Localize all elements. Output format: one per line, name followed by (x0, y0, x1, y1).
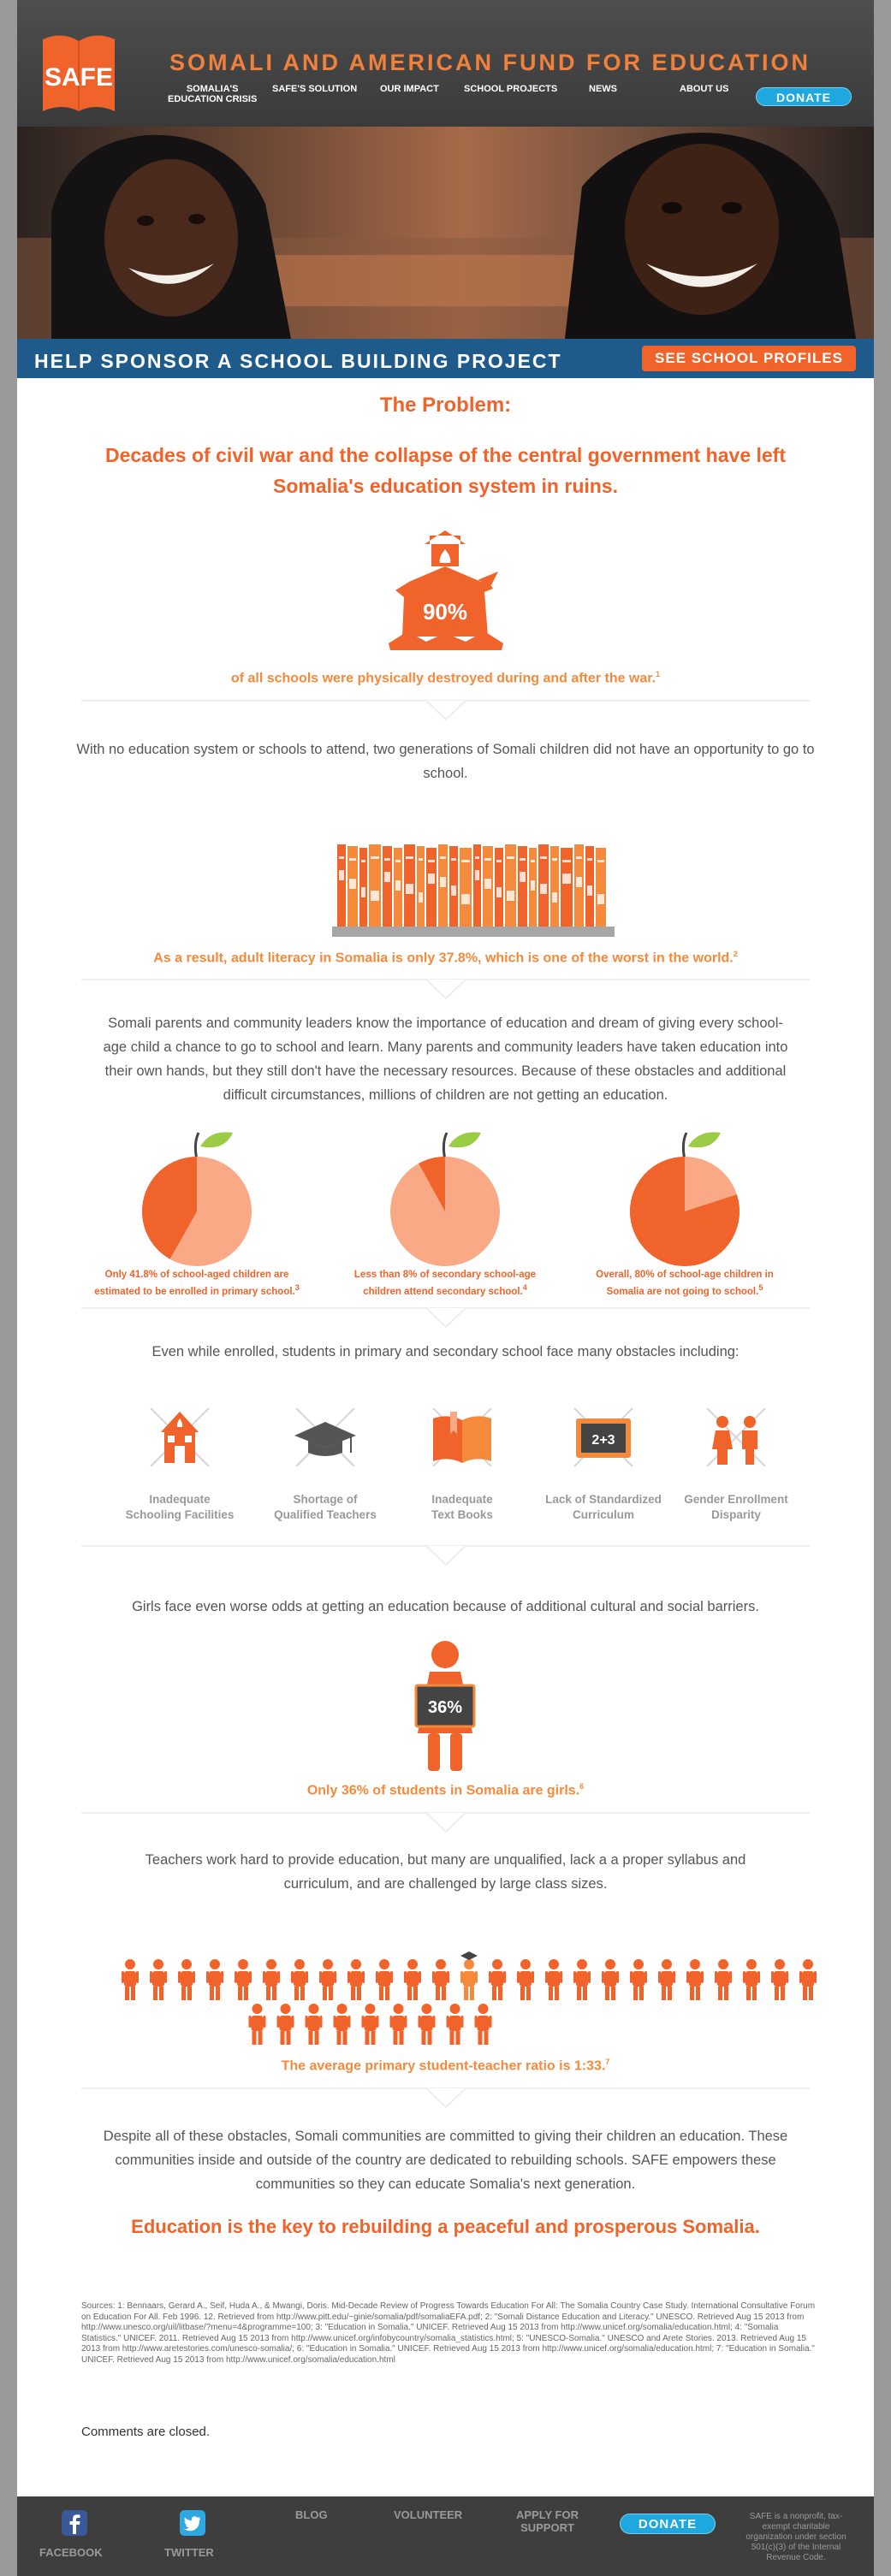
student-figure (249, 2004, 266, 2045)
sponsor-banner (17, 339, 874, 378)
student-figure (545, 1959, 562, 2000)
obstacle-label-textbooks: Inadequate Text Books (431, 1493, 493, 1521)
brand-title: SOMALI AND AMERICAN FUND FOR EDUCATION (169, 50, 811, 75)
student-figure (362, 2004, 379, 2045)
hero-photo-illustration (17, 127, 874, 339)
chevron-down-icon (426, 1546, 466, 1566)
para-community-leaders: Somali parents and community leaders know the importance of education and dream of giving every school-age child a chance to go to school and learn. Many parents and community leaders have taken education into their own hands, but they still don't have the necessary resources. Because of these obstacles and additional difficult circumstances, millions of children are not getting an education. (103, 1016, 788, 1103)
student-figure (291, 1959, 308, 2000)
comments-closed: Comments are closed. (81, 2425, 211, 2439)
stat4-text: The average primary student-teacher ratio is 1:33.$^7$ (281, 2058, 610, 2074)
student-figure (404, 1959, 421, 2000)
student-figure (658, 1959, 675, 2000)
student-figure (419, 2004, 436, 2045)
nav-education-crisis[interactable]: SOMALIA'S EDUCATION CRISIS (168, 84, 258, 104)
student-figure (475, 2004, 492, 2045)
chalkboard-text: 2+3 (591, 1433, 615, 1448)
facebook-link[interactable]: FACEBOOK (39, 2546, 103, 2559)
see-school-profiles-button[interactable]: SEE SCHOOL PROFILES (642, 346, 856, 371)
leaf-icon (200, 1132, 233, 1147)
gender-icon (702, 1403, 770, 1472)
student-figure (277, 2004, 294, 2045)
destroyed-school-icon (377, 529, 514, 666)
para-teachers: Teachers work hard to provide education, but many are unqualified, lack a a proper syllabus and curriculum, and are challenged by large class sizes. (145, 1852, 746, 1892)
student-figure (206, 1959, 223, 2000)
pie-secondary-enrollment (359, 1126, 531, 1271)
girl-with-sign-icon (411, 1639, 479, 1776)
problem-title: The Problem: (379, 394, 512, 417)
footer-donate-button[interactable]: DONATE (620, 2514, 716, 2534)
graduation-cap-icon (291, 1403, 359, 1472)
safe-logo[interactable] (36, 29, 122, 115)
student-figure (573, 1959, 591, 2000)
student-figure (799, 1959, 817, 2000)
donate-button[interactable]: DONATE (756, 87, 852, 106)
logo-text: SAFE (44, 63, 114, 92)
chevron-down-icon (426, 1813, 466, 1833)
stat1-text: of all schools were physically destroyed during and after the war.$^1$ (230, 670, 661, 686)
student-figure (390, 2004, 407, 2045)
nav-about-us[interactable]: ABOUT US (680, 84, 729, 94)
student-figure (306, 2004, 323, 2045)
nav-school-projects[interactable]: SCHOOL PROJECTS (464, 84, 558, 94)
sponsor-banner-text: HELP SPONSOR A SCHOOL BUILDING PROJECT (34, 350, 562, 372)
student-teacher-ratio-icon (17, 1930, 874, 2050)
student-figure (715, 1959, 732, 2000)
book-spine (426, 848, 437, 927)
obstacle-label-facilities: Inadequate Schooling Facilities (125, 1493, 235, 1521)
closing-statement: Education is the key to rebuilding a peaceful and prosperous Somalia. (131, 2216, 760, 2237)
twitter-link[interactable]: TWITTER (164, 2546, 214, 2559)
book-spine (561, 848, 573, 927)
student-figure (263, 1959, 280, 2000)
obstacle-label-curriculum: Lack of Standardized Curriculum (545, 1493, 662, 1521)
student-figure (376, 1959, 393, 2000)
student-figure (686, 1959, 704, 2000)
student-figure (447, 2004, 464, 2045)
para-two-generations: With no education system or schools to attend, two generations of Somali children did not have an opportunity to go to school. (76, 742, 815, 781)
para-despite-obstacles: Despite all of these obstacles, Somali communities are committed to giving their children an education. These communities inside and outside of the country are dedicated to rebuilding schools. SAFE empowers these communities so they can educate Somalia's next generation. (103, 2129, 788, 2192)
chalkboard-icon (569, 1403, 638, 1472)
blog-link[interactable]: BLOG (295, 2508, 328, 2521)
student-figure (150, 1959, 167, 2000)
school-house-icon (146, 1403, 214, 1472)
stat2-text: As a result, adult literacy in Somalia is only 37.8%, which is one of the worst in the world.$^2$ (153, 950, 738, 966)
site-header (17, 0, 874, 127)
nav-our-impact[interactable]: OUR IMPACT (380, 84, 439, 94)
para-girls-odds: Girls face even worse odds at getting an education because of additional cultural and social barriers. (132, 1599, 759, 1614)
student-figure (319, 1959, 336, 2000)
chevron-down-icon (426, 701, 466, 721)
student-figure (178, 1959, 195, 2000)
student-figure (743, 1959, 760, 2000)
book-spine (596, 848, 606, 927)
problem-headline: Decades of civil war and the collapse of the central government have left Somalia's education system in ruins. (104, 444, 787, 497)
student-figure (432, 1959, 449, 2000)
pie-caption-primary: Only 41.8% of school-aged children are estimated to be enrolled in primary school.$^3$ (94, 1270, 300, 1297)
page (17, 0, 874, 2576)
book-spine (460, 848, 472, 927)
book-icon (428, 1403, 496, 1472)
stat3-text: Only 36% of students in Somalia are girls.$^6$ (306, 1782, 585, 1798)
student-figure (334, 2004, 351, 2045)
chevron-down-icon (426, 2088, 466, 2109)
student-figure (630, 1959, 647, 2000)
pie-caption-overall: Overall, 80% of school-age children in Somalia are not going to school.$^5$ (596, 1270, 774, 1297)
nav-safes-solution[interactable]: SAFE'S SOLUTION (272, 84, 358, 94)
books-shelf-icon (332, 841, 615, 940)
chevron-down-icon (426, 1308, 466, 1329)
obstacle-label-gender: Gender Enrollment Disparity (684, 1493, 788, 1521)
sources-text: Sources: 1: Bennaars, Gerard A., Seif, Huda A., & Mwangi, Doris. Mid-Decade Review of Progress Towards Education For All: The Somalia Country Case Study. International Consultative Forum on Education For All. Feb 1996. 12. Retrieved from http://www.pitt.edu/~ginie/somalia/pdf/somaliaEFA.pdf; 2: "Somali Distance Education and Literacy." UNESCO. Retrieved Aug 15 2013 from http://www.unesco.org/uil/litbase/?menu=4&programme=100; 3: "Education in Somalia." UNICEF. Retrieved Aug 15 2013 from http://www.unicef.org/somalia/education.html; 4: "Somalia Statistics." UNICEF. 2011. Retrieved Aug 15 2013 from http://www.unicef.org/infobycountry/somalia_statistics.html; 5: "UNESCO-Somalia." UNESCO and Arete Stories. 2013. Retrieved Aug 15 2013 from http://www.aretestories.com/unesco-somalia/; 6: "Education in Somalia." UNICEF. Retrieved Aug 15 2013 from http://www.unicef.org/somalia/education.html; 7: "Education in Somalia." UNICEF. Retrieved Aug 15 2013 from http://www.unicef.org/somalia/education.html (81, 2301, 816, 2365)
nav-news[interactable]: NEWS (589, 84, 617, 94)
nonprofit-fine-print: SAFE is a nonprofit, tax-exempt charitable organization under section 501(c)(3) of the Internal Revenue Code. (745, 2512, 846, 2562)
girl-value: 36% (427, 1698, 463, 1717)
student-figure (347, 1959, 365, 2000)
site-footer (17, 2496, 874, 2576)
pie-not-in-school (599, 1126, 770, 1271)
pie-caption-secondary: Less than 8% of secondary school-age children attend secondary school.$^4$ (353, 1270, 537, 1297)
teacher-figure (460, 1951, 478, 2000)
chevron-down-icon (426, 980, 466, 1000)
leaf-icon (448, 1132, 481, 1147)
hero-photo (17, 127, 874, 339)
student-figure (517, 1959, 534, 2000)
twitter-icon[interactable] (180, 2510, 205, 2536)
student-figure (602, 1959, 619, 2000)
shelf (332, 927, 615, 937)
pie-primary-enrollment (111, 1126, 282, 1271)
leaf-icon (688, 1132, 721, 1147)
stat1-value: 90% (422, 599, 468, 625)
student-figure (122, 1959, 139, 2000)
para-obstacles: Even while enrolled, students in primary and secondary school face many obstacles including: (151, 1344, 740, 1359)
student-figure (489, 1959, 506, 2000)
volunteer-link[interactable]: VOLUNTEER (394, 2508, 463, 2521)
apply-for-support-link[interactable]: APPLY FOR SUPPORT (516, 2508, 579, 2534)
facebook-icon[interactable] (62, 2510, 87, 2536)
obstacle-label-teachers: Shortage of Qualified Teachers (274, 1493, 377, 1521)
student-figure (771, 1959, 788, 2000)
student-figure (235, 1959, 252, 2000)
